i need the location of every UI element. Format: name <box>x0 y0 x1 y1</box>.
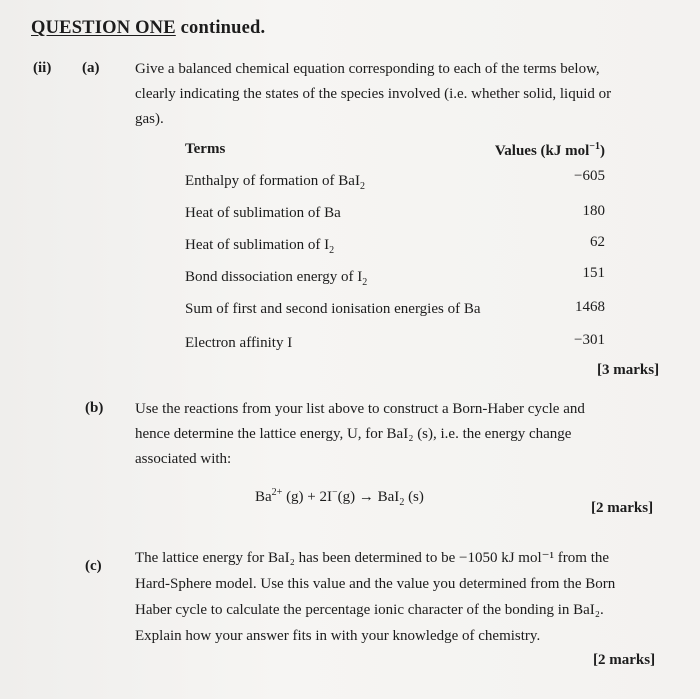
term-cell <box>185 205 341 222</box>
value-cell: −301 <box>574 332 605 348</box>
part-b-label: (b) <box>85 400 104 416</box>
part-c-marks: [2 marks] <box>593 652 656 668</box>
table-header <box>185 141 605 163</box>
reaction-equation <box>255 480 424 515</box>
equation-i-charge: − <box>332 487 338 498</box>
part-ii-label: (ii) <box>33 60 52 76</box>
term-text: Sum of first and second ionisation energies of Ba <box>185 301 481 317</box>
table-row <box>185 234 605 259</box>
part-c-label: (c) <box>85 558 102 574</box>
term-subscript: 2 <box>329 245 335 256</box>
equation-product: (g) → BaI <box>337 489 400 505</box>
equation-ba: Ba <box>255 489 272 505</box>
values-header-text: Values (kJ mol <box>494 143 590 159</box>
term-text: Heat of sublimation of I <box>185 237 330 253</box>
page-title <box>31 18 265 39</box>
equation-subscript: 2 <box>399 497 405 508</box>
table-row <box>185 332 605 357</box>
part-b-marks: [2 marks] <box>591 500 654 516</box>
question-heading: QUESTION ONE <box>31 18 176 38</box>
value-cell: 62 <box>590 234 605 250</box>
term-cell <box>185 335 292 352</box>
term-subscript: 2 <box>362 277 368 288</box>
part-c-text-line-2: Hard-Sphere model. Use this value and the value you determined from the Born <box>135 576 616 592</box>
part-b-text-line-2: hence determine the lattice energy, U, for BaI₂ (s), i.e. the energy change <box>135 426 572 442</box>
table-row <box>185 301 605 323</box>
value-cell: 180 <box>582 203 605 219</box>
part-a-text-line-1: Give a balanced chemical equation corresponding to each of the terms below, <box>135 61 600 77</box>
term-cell <box>185 269 367 288</box>
part-a-marks: [3 marks] <box>597 362 660 378</box>
equation-middle: (g) + 2I <box>282 489 333 505</box>
question-heading-suffix: continued. <box>175 18 266 38</box>
term-text: Electron affinity I <box>185 335 293 351</box>
values-column-header <box>495 141 605 160</box>
part-c-text-line-3: Haber cycle to calculate the percentage ionic character of the bonding in BaI₂. <box>135 602 604 618</box>
value-cell: 1468 <box>575 299 605 315</box>
term-cell <box>185 237 334 256</box>
term-cell <box>185 301 481 318</box>
table-row <box>185 265 605 291</box>
value-cell: −605 <box>574 168 605 184</box>
table-row <box>185 205 605 227</box>
value-cell: 151 <box>582 265 605 281</box>
terms-column-header: Terms <box>185 141 226 157</box>
values-header-sup: −1 <box>589 141 600 152</box>
part-b-text-line-1: Use the reactions from your list above to construct a Born-Haber cycle and <box>135 401 585 417</box>
term-cell <box>185 173 365 192</box>
equation-state: (s) <box>404 489 424 505</box>
values-header-close: ) <box>600 143 605 159</box>
equation-ba-charge: 2+ <box>271 487 283 498</box>
term-text: Bond dissociation energy of I <box>185 269 363 285</box>
part-a-label: (a) <box>82 60 100 76</box>
part-a-text-line-3: gas). <box>135 111 164 127</box>
term-subscript: 2 <box>359 181 365 192</box>
table-row <box>185 168 605 195</box>
term-text: Enthalpy of formation of BaI <box>185 173 360 189</box>
part-b-text-line-3: associated with: <box>135 451 232 467</box>
term-text: Heat of sublimation of Ba <box>185 205 341 221</box>
part-c-text-line-1: The lattice energy for BaI₂ has been determined to be −1050 kJ mol⁻¹ from the <box>135 550 610 566</box>
part-a-text-line-2: clearly indicating the states of the species involved (i.e. whether solid, liquid or <box>135 86 612 102</box>
part-c-text-line-4: Explain how your answer fits in with your knowledge of chemistry. <box>135 628 541 644</box>
